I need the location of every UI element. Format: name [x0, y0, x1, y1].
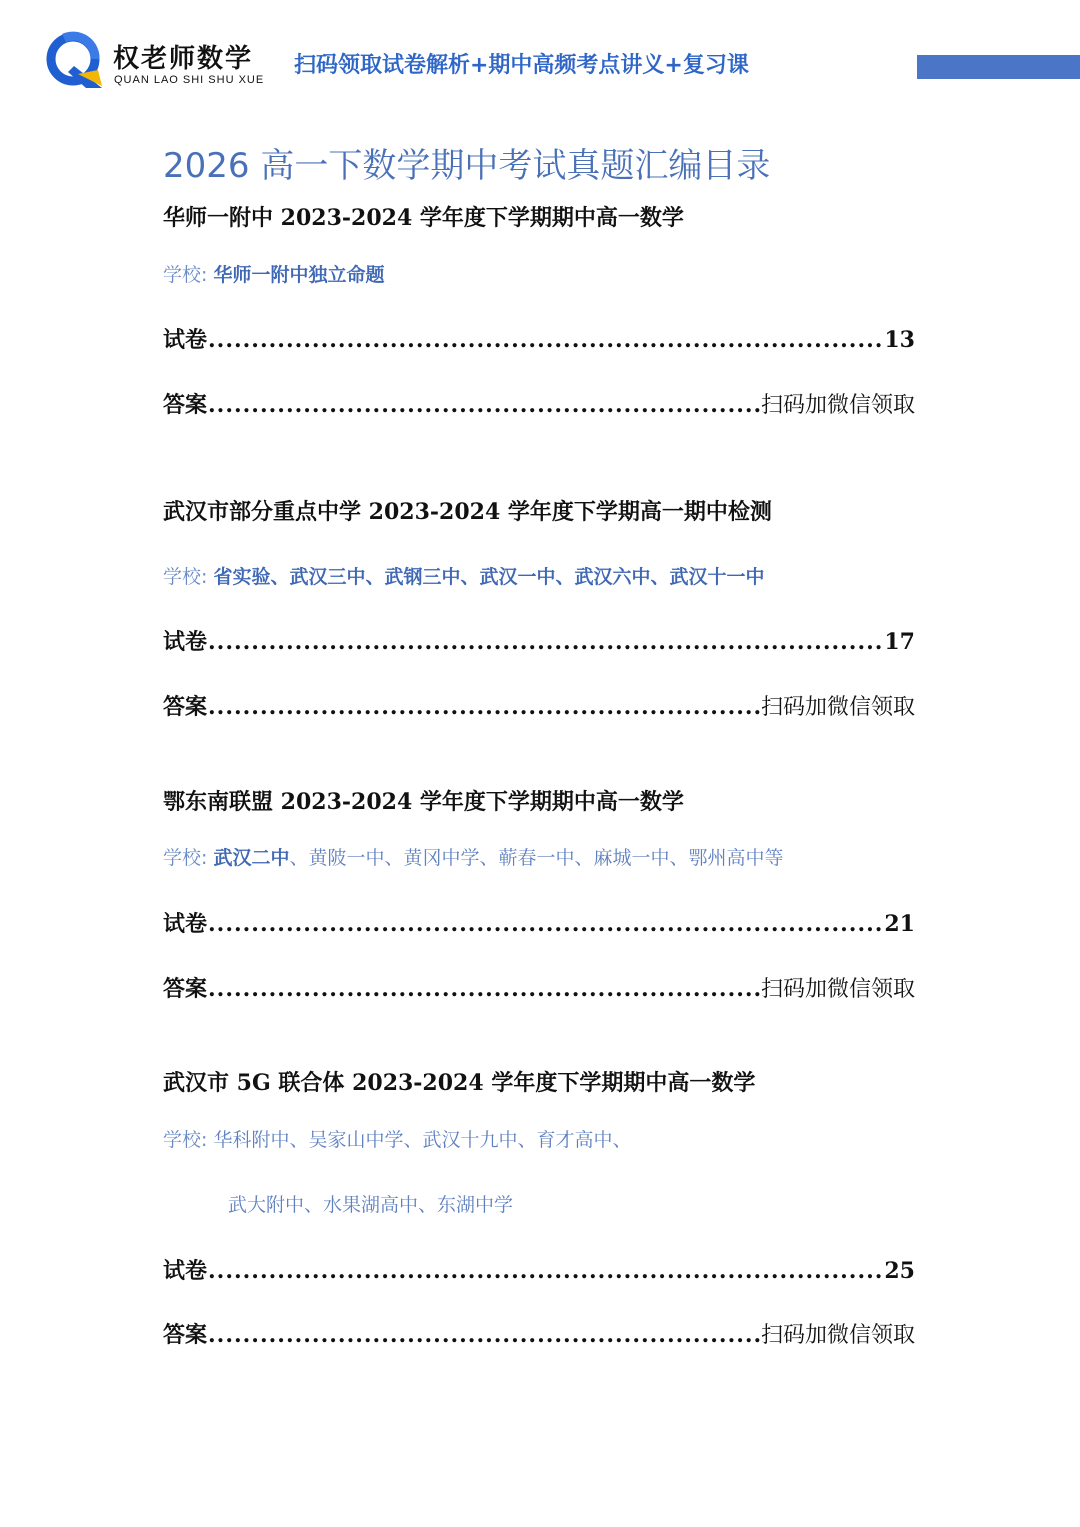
- school-label: 学校:: [163, 264, 208, 286]
- answer-note: 扫码加微信领取: [760, 393, 915, 418]
- toc-row-exam[interactable]: [163, 1254, 915, 1285]
- toc-row-answer[interactable]: [163, 690, 915, 721]
- school-line: [163, 843, 783, 870]
- section-heading: 武汉市 5G 联合体 2023-2024 学年度下学期期中高一数学: [163, 1070, 756, 1096]
- answer-note: 扫码加微信领取: [760, 695, 915, 720]
- page-number: 25: [884, 1258, 915, 1284]
- school-label: 学校:: [163, 1129, 208, 1151]
- dot-leader: [208, 327, 883, 353]
- dot-leader: [208, 694, 760, 720]
- answer-note: 扫码加微信领取: [760, 1323, 915, 1348]
- brand-pinyin: QUAN LAO SHI SHU XUE: [114, 74, 265, 86]
- dot-leader: [208, 392, 760, 418]
- toc-label: 答案: [163, 976, 208, 1002]
- brand-name: 权老师数学: [113, 44, 254, 74]
- school-line: [163, 1125, 631, 1152]
- school-label: 学校:: [163, 847, 208, 869]
- school-list: 、黄陂一中、黄冈中学、蕲春一中、麻城一中、鄂州高中等: [289, 847, 784, 869]
- dot-leader: [208, 911, 883, 937]
- school-label: 学校:: [163, 566, 208, 588]
- page-number: 17: [884, 629, 915, 655]
- page-number: 21: [884, 911, 915, 937]
- toc-row-exam[interactable]: [163, 907, 915, 938]
- school-line: [163, 562, 764, 589]
- promo-banner: 扫码领取试卷解析+期中高频考点讲义+复习课: [294, 53, 749, 78]
- page-number: 13: [884, 327, 915, 353]
- toc-label: 试卷: [163, 629, 208, 655]
- section-heading: 鄂东南联盟 2023-2024 学年度下学期期中高一数学: [163, 789, 684, 815]
- toc-row-exam[interactable]: [163, 625, 915, 656]
- toc-label: 答案: [163, 392, 208, 418]
- document-title: 2026 高一下数学期中考试真题汇编目录: [163, 146, 771, 186]
- school-list: 华科附中、吴家山中学、武汉十九中、育才高中、: [213, 1129, 632, 1151]
- toc-row-answer[interactable]: [163, 1318, 915, 1349]
- dot-leader: [208, 1258, 883, 1284]
- toc-label: 试卷: [163, 911, 208, 937]
- answer-note: 扫码加微信领取: [760, 977, 915, 1002]
- school-list-bold: 华师一附中独立命题: [213, 264, 385, 286]
- toc-row-answer[interactable]: [163, 972, 915, 1003]
- school-line: [163, 260, 384, 287]
- school-list-bold: 武汉二中: [213, 847, 290, 869]
- section-heading: 武汉市部分重点中学 2023-2024 学年度下学期高一期中检测: [163, 499, 772, 525]
- q-logo-icon: [44, 30, 106, 92]
- dot-leader: [208, 976, 760, 1002]
- toc-label: 试卷: [163, 1258, 208, 1284]
- toc-label: 试卷: [163, 327, 208, 353]
- toc-row-answer[interactable]: [163, 388, 915, 419]
- toc-label: 答案: [163, 1322, 208, 1348]
- header-accent-bar: [917, 55, 1080, 79]
- school-list-bold: 省实验、武汉三中、武钢三中、武汉一中、武汉六中、武汉十一中: [213, 566, 765, 588]
- dot-leader: [208, 629, 883, 655]
- toc-label: 答案: [163, 694, 208, 720]
- dot-leader: [208, 1322, 760, 1348]
- section-heading: 华师一附中 2023-2024 学年度下学期期中高一数学: [163, 205, 684, 231]
- school-list-continued: 武大附中、水果湖高中、东湖中学: [228, 1194, 514, 1216]
- toc-row-exam[interactable]: [163, 323, 915, 354]
